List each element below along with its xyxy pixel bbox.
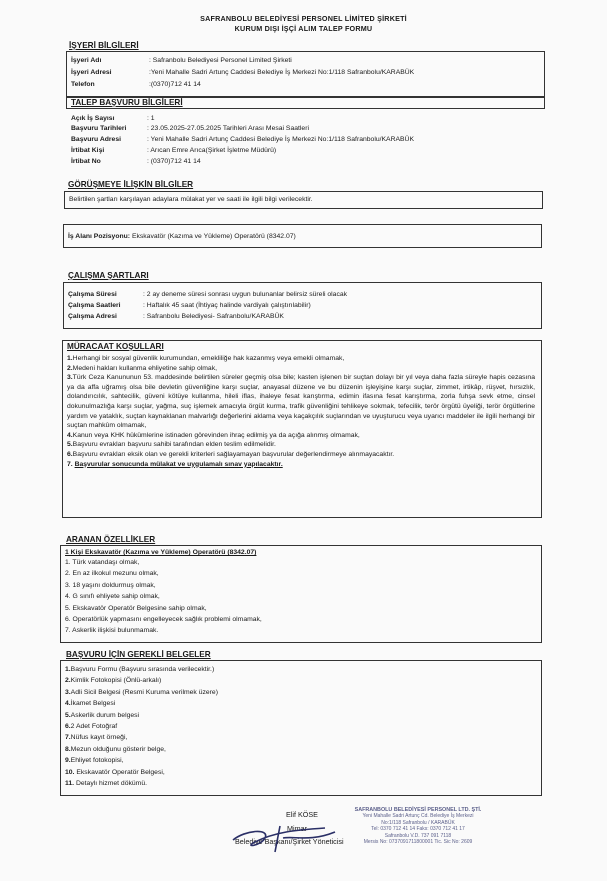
interview-text: Belirtilen şartları karşılayan adaylara mülakat yer ve saati ile ilgili bilgi verilecektir. [69, 196, 313, 203]
application-section-title: TALEP BAŞVURU BİLGİLERİ [66, 96, 545, 109]
application-row-dates [71, 124, 309, 133]
app-address-label: Başvuru Adresi [71, 136, 121, 143]
requirement-item: 4.Kanun veya KHK hükümlerine istinaden görevinden ihraç edilmiş ya da açığa alınmış olmamak, [67, 431, 360, 439]
documents-title: BAŞVURU İÇİN GEREKLİ BELGELER [66, 650, 211, 659]
position-label: İş Alanı Pozisyonu: [68, 233, 131, 240]
qualifications-title: ARANAN ÖZELLİKLER [66, 535, 156, 544]
contact-value: : Arıcan Emre Arıca(Şirket İşletme Müdürü) [147, 147, 277, 154]
application-row-contact-no [71, 157, 201, 166]
contact-label: İrtibat Kişi [71, 147, 105, 154]
app-address-value: : Yeni Mahalle Sadri Artunç Caddesi Belediye İş Merkezi No:1/118 Safranbolu/KARABÜK [147, 136, 414, 143]
document-item: 4.İkamet Belgesi [65, 700, 116, 708]
company-stamp: SAFRANBOLU BELEDİYESİ PERSONEL LTD. ŞTİ. Yeni Mahalle Sadri Artunç Cd. Belediye İş Merkezi No:1/118 Safranbolu / KARABÜK Tel: 0370 712 41 14 Faks: 0370 712 41 17 Safranbolu V.D. 737 091 7118 Mersis No: 0737091711800001 Tic. Sic No: 2609 [354, 807, 482, 846]
employer-row-address [71, 68, 414, 77]
duration-value: : 2 ay deneme süresi sonrası uygun bulunanlar belirsiz süreli olacak [143, 291, 348, 298]
application-row-address [71, 135, 414, 144]
work-address-value: : Safranbolu Belediyesi- Safranbolu/KARABÜK [143, 313, 284, 320]
qualification-item: 2. En az ilkokul mezunu olmak, [65, 570, 159, 578]
employer-row-phone [71, 80, 201, 89]
openings-value: : 1 [147, 115, 155, 122]
requirement-item: 7. Başvurular sonucunda mülakat ve uygulamalı sınav yapılacaktır. [67, 460, 283, 468]
work-row-duration [68, 290, 347, 299]
document-item: 6.2 Adet Fotoğraf [65, 723, 118, 731]
requirement-item: 6.Başvuru evrakları eksik olan ve gerekli kriterleri sağlayamayan başvurular değerlendirmeye alınmayacaktır. [67, 450, 395, 458]
employer-address-label: İşyeri Adresi [71, 69, 112, 76]
document-item: 9.Ehliyet fotokopisi, [65, 757, 124, 765]
work-conditions-title: ÇALIŞMA ŞARTLARI [68, 271, 149, 280]
document-item: 8.Mezun olduğunu gösterir belge, [65, 745, 166, 753]
position-value: Ekskavatör (Kazıma ve Yükleme) Operatörü (8342.07) [131, 233, 296, 240]
application-row-contact [71, 146, 276, 155]
employer-name-label: İşyeri Adı [71, 57, 102, 64]
document-item: 11. Detaylı hizmet dökümü. [65, 780, 147, 788]
document-item: 2.Kimlik Fotokopisi (Önlü-arkalı) [65, 677, 162, 685]
requirement-item: 1.Herhangi bir sosyal güvenlik kurumundan, emekliliğe hak kazanmış veya emekli olmamak, [67, 355, 345, 362]
position-row [68, 232, 296, 241]
employer-section-title: İŞYERİ BİLGİLERİ [69, 41, 139, 50]
document-title-line2: KURUM DIŞI İŞÇİ ALIM TALEP FORMU [234, 24, 373, 33]
application-row-openings [71, 114, 155, 123]
interview-section-title: GÖRÜŞMEYE İLİŞKİN BİLGİLER [68, 180, 194, 189]
signatory-name: Elif KÖSE [286, 810, 318, 819]
document-title-line1: SAFRANBOLU BELEDİYESİ PERSONEL LİMİTED ŞİRKETİ [200, 14, 407, 23]
qualification-item: 5. Ekskavatör Operatör Belgesine sahip olmak, [65, 604, 207, 612]
qualification-item: 6. Operatörlük yapmasını engelleyecek sağlık problemi olmamak, [65, 616, 262, 624]
work-row-address [68, 312, 284, 321]
contact-no-value: : (0370)712 41 14 [147, 158, 201, 165]
qualifications-list [65, 557, 262, 637]
documents-list [65, 664, 218, 789]
contact-no-label: İrtibat No [71, 158, 101, 165]
employer-phone-value: :(0370)712 41 14 [149, 81, 201, 88]
work-address-label: Çalışma Adresi [68, 313, 117, 320]
document-item: 3.Adli Sicil Belgesi (Resmi Kuruma verilmek üzere) [65, 688, 218, 696]
qualification-item: 7. Askerlik ilişkisi bulunmamak. [65, 627, 159, 635]
requirements-title: MÜRACAAT KOŞULLARI [67, 342, 164, 351]
qualification-item: 1. Türk vatandaşı olmak, [65, 559, 140, 566]
signatory-role: Mimar [287, 824, 307, 833]
qualification-item: 3. 18 yaşını doldurmuş olmak, [65, 581, 156, 589]
document-item: 10. Ekskavatör Operatör Belgesi, [65, 768, 165, 776]
requirement-item: 2.Medeni hakları kullanma ehliyetine sahip olmak, [67, 364, 217, 372]
signatory-title: Belediye Başkanı/Şirket Yöneticisi [235, 837, 344, 846]
employer-name-value: : Safranbolu Belediyesi Personel Limited Şirketi [149, 57, 292, 64]
hours-label: Çalışma Saatleri [68, 302, 121, 309]
duration-label: Çalışma Süresi [68, 291, 117, 298]
openings-label: Açık İş Sayısı [71, 115, 115, 122]
requirement-item: 5.Başvuru evrakları başvuru sahibi tarafından elden teslim edilmelidir. [67, 441, 276, 449]
document-item: 7.Nüfus kayıt örneği, [65, 734, 128, 742]
document-item: 1.Başvuru Formu (Başvuru sırasında verilecektir.) [65, 666, 215, 673]
qualification-item: 4. G sınıfı ehliyete sahip olmak, [65, 593, 160, 601]
requirements-list [67, 354, 535, 469]
document-item: 5.Askerlik durum belgesi [65, 711, 140, 719]
qualifications-subtitle: 1 Kişi Ekskavatör (Kazıma ve Yükleme) Operatörü (8342.07) [65, 549, 257, 556]
dates-label: Başvuru Tarihleri [71, 125, 127, 132]
work-row-hours [68, 301, 311, 310]
requirement-item: 3.Türk Ceza Kanununun 53. maddesinde belirtilen süreler geçmiş olsa bile; kasten işlenen bir suçtan dolayı bir yıl veya daha fazla süreyle hapis cezasına ya da affa uğramış olsa bile devletin güvenliğine karşı suçlar, anayasal düzene ve bu düzenin işleyişine karşı suçlar, zimmet, irtikâp, rüşvet, hırsızlık, dolandırıcılık, sahtecilik, güveni kötüye kullanma, hileli iflas, ihaleye fesat karıştırma, edimin ifasına fesat karıştırma, zorla fuhşa sevk etme, cinsel dokunulmazlığa karşı suçlar, yağma, suç işlemek amacıyla örgüt kurma, trafik güvenliğini tehlikeye sokmak, tefecilik, terör örgütü üyeliği, terör örgütlerine yardım ve yataklık, suçtan kaynaklanan malvarlığı değerlerini aklama veya kaçakçılık suçlarından ve uyuşturucu veya uyarıcı maddeler ile ilgili herhangi bir suçtan mahkûm olmamak, [67, 374, 535, 430]
employer-row-name [71, 56, 292, 65]
hours-value: : Haftalık 45 saat (İhtiyaç halinde vardiyalı çalıştırılabilir) [143, 302, 311, 309]
dates-value: : 23.05.2025-27.05.2025 Tarihleri Arası Mesai Saatleri [147, 125, 309, 132]
employer-phone-label: Telefon [71, 81, 95, 88]
employer-address-value: :Yeni Mahalle Sadri Artunç Caddesi Belediye İş Merkezi No:1/118 Safranbolu/KARABÜK [149, 69, 415, 76]
